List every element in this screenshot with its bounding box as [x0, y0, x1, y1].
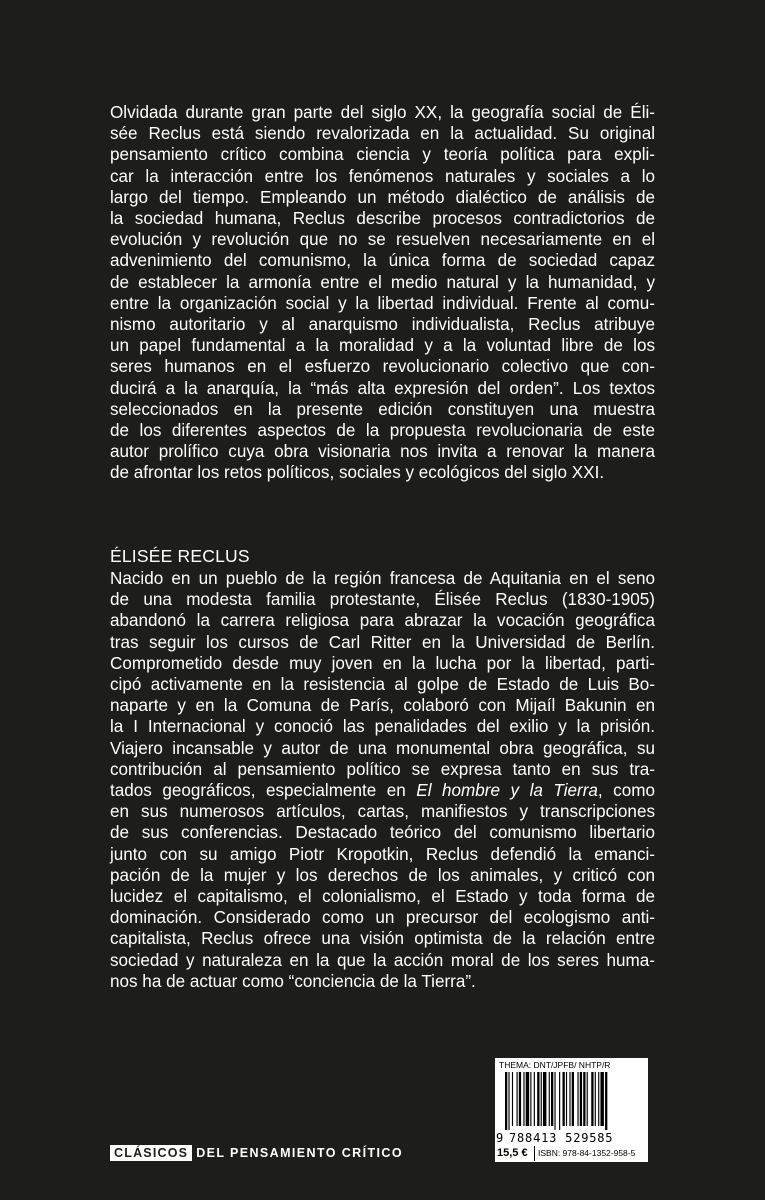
blurb-line: un papel fundamental a la moralidad y a la voluntad libre de los	[110, 336, 655, 356]
blurb-line: la sociedad humana, Reclus describe procesos contradictorios de	[110, 209, 655, 229]
bio-line: nos ha de actuar como “conciencia de la Tierra”.	[110, 971, 476, 991]
blurb-line: largo del tiempo. Empleando un método dialéctico de análisis de	[110, 187, 655, 207]
blurb-line: ducirá a la anarquía, la “más alta expresión del orden”. Los textos	[110, 378, 655, 398]
series-logo	[110, 1143, 403, 1163]
bio-line: Nacido en un pueblo de la región francesa de Aquitania en el seno	[110, 569, 655, 588]
bio-line: lucidez el capitalismo, el colonialismo, el Estado y toda forma de	[110, 887, 655, 907]
thema-code: THEMA: DNT/JPFB/ NHTP/R	[499, 1060, 611, 1070]
blurb-paragraph	[110, 102, 655, 484]
bio-line: junto con su amigo Piotr Kropotkin, Reclus defendió la emanci-	[110, 844, 655, 864]
blurb-line: de afrontar los retos políticos, sociales y ecológicos del siglo XXI.	[110, 463, 605, 483]
bio-line: pación de la mujer y los derechos de los animales, y criticó con	[110, 865, 655, 885]
bio-text: , como	[597, 781, 655, 801]
bio-line: Viajero incansable y autor de una monumental obra geográfica, su	[110, 738, 655, 758]
author-bio-paragraph	[110, 568, 655, 992]
blurb-line: sée Reclus está siendo revalorizada en la actualidad. Su original	[110, 124, 655, 144]
bio-line: abandonó la carrera religiosa para abrazar la vocación geográfica	[110, 611, 655, 631]
blurb-line: car la interacción entre los fenómenos naturales y sociales a lo	[110, 166, 655, 186]
bio-line: capitalista, Reclus ofrece una visión optimista de la relación entre	[110, 929, 655, 949]
bio-line: en sus numerosos artículos, cartas, manifiestos y transcripciones	[110, 802, 655, 822]
series-name: DEL PENSAMIENTO CRÍTICO	[196, 1146, 403, 1160]
book-title: El hombre y la Tierra	[416, 781, 598, 801]
author-heading: ÉLISÉE RECLUS	[110, 546, 250, 566]
blurb-line: Olvidada durante gran parte del siglo XX, la geografía social de Éli-	[110, 103, 655, 122]
blurb-line: seres humanos en el esfuerzo revolucionario colectivo que con-	[110, 357, 655, 377]
blurb-line: seleccionados en la presente edición constituyen una muestra	[110, 399, 655, 419]
barcode-divider	[534, 1146, 535, 1161]
bio-line	[110, 780, 655, 801]
blurb-line: pensamiento crítico combina ciencia y teoría política para expli-	[110, 145, 655, 165]
price-label: 15,5 €	[497, 1147, 528, 1159]
blurb-line: entre la organización social y la libertad individual. Frente al comu-	[110, 293, 655, 313]
bio-text: tados geográficos, especialmente en	[110, 781, 417, 801]
bio-line: cipó activamente en la resistencia al golpe de Estado de Luis Bo-	[110, 675, 655, 695]
bio-line: contribución al pensamiento político se expresa tanto en sus tra-	[110, 759, 655, 779]
bio-line: Comprometido desde muy joven en la lucha por la libertad, parti-	[110, 653, 655, 673]
blurb-line: de establecer la armonía entre el medio natural y la humanidad, y	[110, 272, 655, 292]
barcode-icon	[505, 1072, 643, 1130]
bio-line: la I Internacional y conoció las penalidades del exilio y la prisión.	[110, 717, 655, 737]
bio-line: dominación. Considerado como un precursor del ecologismo anti-	[110, 908, 655, 928]
blurb-line: evolución y revolución que no se resuelven necesariamente en el	[110, 230, 655, 250]
ean-first-digit: 9	[496, 1131, 504, 1145]
ean-digits: 788413 529585	[509, 1131, 614, 1145]
blurb-line: autor prolífico cuya obra visionaria nos invita a renovar la manera	[110, 442, 655, 462]
barcode-box	[495, 1058, 648, 1162]
bio-line: de una modesta familia protestante, Élisée Reclus (1830-1905)	[110, 590, 655, 610]
bio-line: naparte y en la Comuna de París, colaboró con Mijaíl Bakunin en	[110, 696, 655, 716]
series-badge: CLÁSICOS	[110, 1145, 192, 1161]
bio-line: sociedad y naturaleza en la que la acción moral de los seres huma-	[110, 950, 655, 970]
isbn-label: ISBN: 978-84-1352-958-5	[538, 1148, 636, 1158]
bio-line: tras seguir los cursos de Carl Ritter en la Universidad de Berlín.	[110, 632, 655, 652]
blurb-line: nismo autoritario y al anarquismo individualista, Reclus atribuye	[110, 315, 655, 335]
blurb-line: advenimiento del comunismo, la única forma de sociedad capaz	[110, 251, 655, 271]
bio-line: de sus conferencias. Destacado teórico del comunismo libertario	[110, 823, 655, 843]
blurb-line: de los diferentes aspectos de la propuesta revolucionaria de este	[110, 421, 655, 441]
